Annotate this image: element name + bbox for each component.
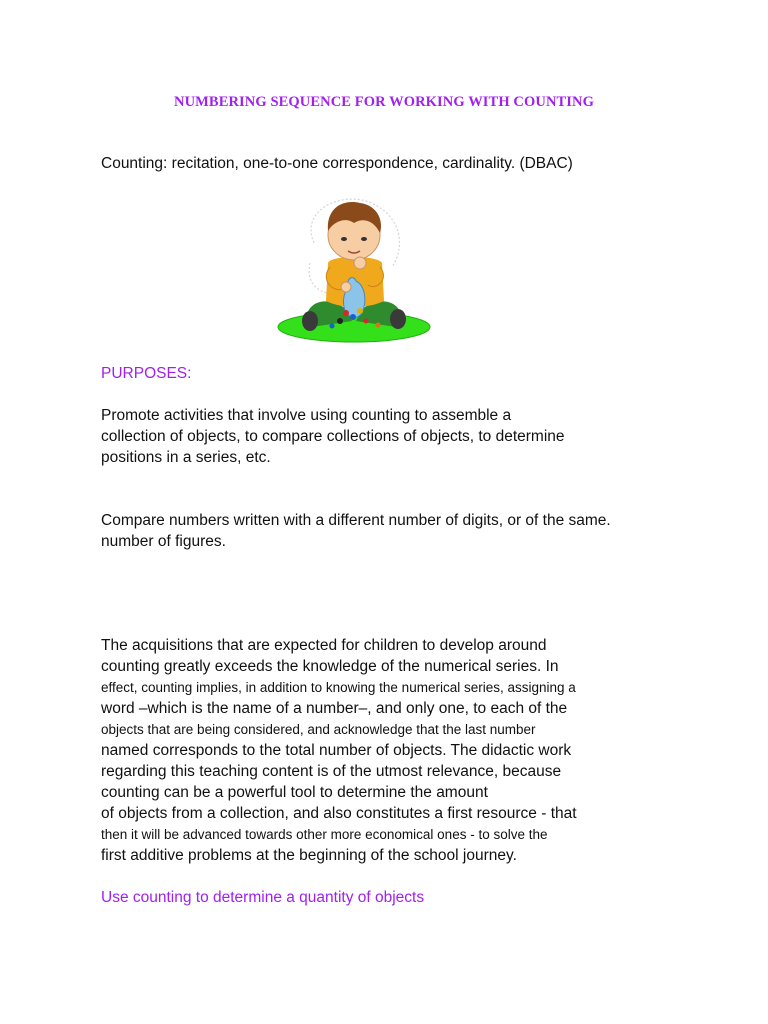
child-counting-marbles-illustration [276,193,434,345]
text-line: The acquisitions that are expected for children to develop around [101,637,547,654]
purposes-heading: PURPOSES: [101,365,192,382]
text-line: of objects from a collection, and also constitutes a first resource - that [101,805,577,822]
text-line: number of figures. [101,533,226,550]
text-line: objects that are being considered, and acknowledge that the last number [101,722,536,737]
text-line: counting can be a powerful tool to determine the amount [101,784,488,801]
text-line: first additive problems at the beginning of the school journey. [101,847,517,864]
text-line: positions in a series, etc. [101,449,271,466]
text-line: then it will be advanced towards other more economical ones - to solve the [101,827,548,842]
text-line: regarding this teaching content is of the utmost relevance, because [101,763,562,780]
text-line: collection of objects, to compare collections of objects, to determine [101,428,565,445]
intro-text: Counting: recitation, one-to-one correspondence, cardinality. (DBAC) [101,155,573,172]
text-line: Promote activities that involve using counting to assemble a [101,407,512,424]
subheading: Use counting to determine a quantity of objects [101,889,425,906]
page-title: NUMBERING SEQUENCE FOR WORKING WITH COUNTING [174,94,594,110]
text-line: counting greatly exceeds the knowledge of the numerical series. In [101,658,559,675]
text-line: Compare numbers written with a different number of digits, or of the same. [101,512,611,529]
body-paragraph [101,635,577,866]
text-line: word –which is the name of a number–, and only one, to each of the [101,700,568,717]
purpose-paragraph-1 [101,405,565,468]
purpose-paragraph-2 [101,510,611,552]
text-line: named corresponds to the total number of objects. The didactic work [101,742,572,759]
text-line: effect, counting implies, in addition to knowing the numerical series, assigning a [101,680,576,695]
